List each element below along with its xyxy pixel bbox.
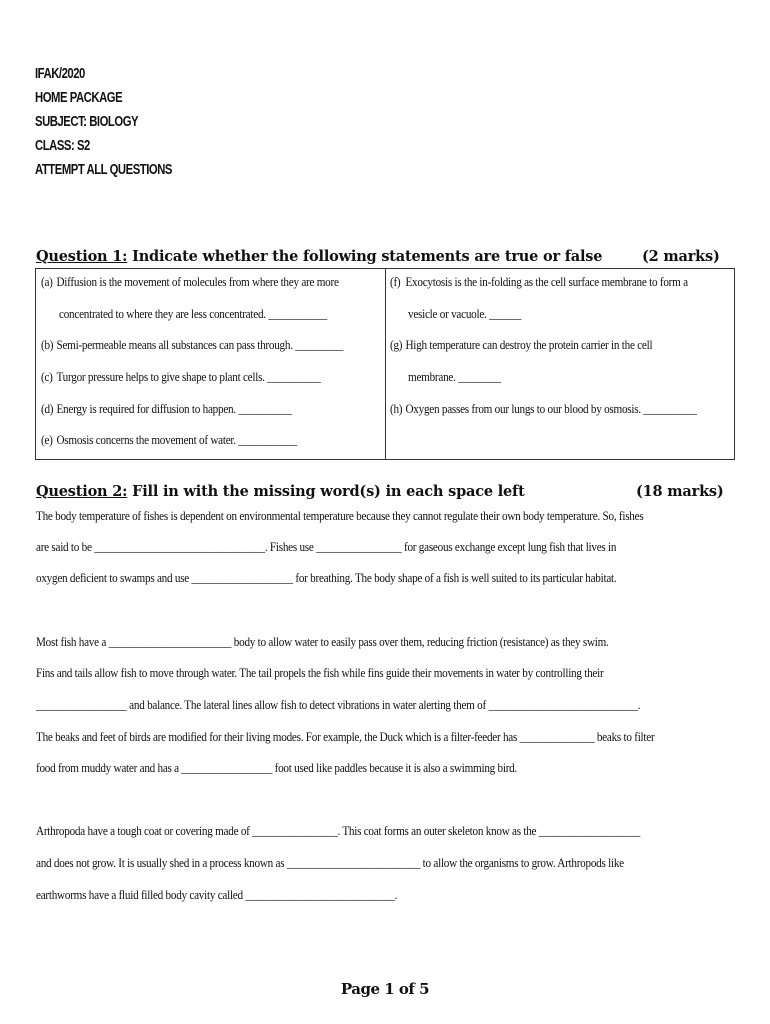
statement-label: (g): [390, 337, 403, 352]
question-1-instruction: Indicate whether the following statements are true or false: [127, 248, 603, 265]
statement-label: (h): [390, 401, 403, 416]
statement-label: (d): [41, 401, 54, 416]
statement-text: Semi-permeable means all substances can pass through. _________: [56, 337, 344, 352]
fill-in-line: earthworms have a fluid filled body cavity called ____________________________.: [36, 887, 398, 902]
statement-text: Energy is required for diffusion to happen. __________: [56, 401, 292, 416]
statement-g-continued: membrane. ________: [408, 369, 501, 384]
statement-f: [390, 274, 688, 290]
statement-text: Turgor pressure helps to give shape to plant cells. __________: [56, 369, 321, 384]
header-line-class: CLASS: S2: [35, 138, 90, 154]
fill-in-line: and does not grow. It is usually shed in a process known as _________________________ to allow the organisms to grow. Arthropods like: [36, 855, 624, 870]
question-2-instruction: Fill in with the missing word(s) in each space left: [127, 483, 525, 500]
statement-g: [390, 337, 652, 353]
statement-e: [41, 432, 297, 448]
question-2-heading: [36, 483, 724, 500]
statement-text: Diffusion is the movement of molecules from where they are more: [56, 274, 339, 289]
fill-in-line: _________________ and balance. The lateral lines allow fish to detect vibrations in water alerting them of ____________________________.: [36, 697, 641, 712]
question-2-number: Question 2:: [36, 483, 128, 500]
statement-a: [41, 274, 339, 290]
statement-label: (e): [41, 432, 53, 447]
statement-d: [41, 401, 292, 417]
header-line-instruction: ATTEMPT ALL QUESTIONS: [35, 162, 172, 178]
question-2-marks: (18 marks): [636, 483, 724, 500]
fill-in-line: The body temperature of fishes is dependent on environmental temperature because they cannot regulate their own body temperature. So, fishes: [36, 508, 644, 523]
fill-in-line: oxygen deficient to swamps and use ___________________ for breathing. The body shape of a fish is well suited to its particular habitat.: [36, 570, 617, 585]
header-line-package: HOME PACKAGE: [35, 90, 123, 106]
question-1-marks: (2 marks): [642, 248, 720, 265]
statement-f-continued: vesicle or vacuole. ______: [408, 306, 522, 321]
question-1-number: Question 1:: [36, 248, 128, 265]
statement-label: (f): [390, 274, 401, 289]
true-false-right-column: [386, 269, 734, 459]
question-1-heading: [36, 248, 720, 265]
document-header: [35, 62, 172, 182]
fill-in-line: The beaks and feet of birds are modified for their living modes. For example, the Duck which is a filter-feeder has ______________ beaks to filter: [36, 729, 655, 744]
true-false-left-column: [36, 269, 386, 459]
fill-in-line: food from muddy water and has a _________________ foot used like paddles because it is also a swimming bird.: [36, 760, 518, 775]
statement-h: [390, 401, 697, 417]
statement-label: (a): [41, 274, 53, 289]
fill-in-line: Fins and tails allow fish to move through water. The tail propels the fish while fins guide their movements in water by controlling their: [36, 665, 604, 680]
true-false-table: [35, 268, 735, 460]
statement-text: Exocytosis is the in-folding as the cell surface membrane to form a: [405, 274, 688, 289]
fill-in-line: Arthropoda have a tough coat or covering made of ________________. This coat forms an outer skeleton know as the ___________________: [36, 823, 641, 838]
page-number: Page 1 of 5: [340, 980, 430, 998]
statement-b: [41, 337, 343, 353]
header-line-code: IFAK/2020: [35, 66, 85, 82]
statement-c: [41, 369, 321, 385]
statement-text: Osmosis concerns the movement of water. ___________: [56, 432, 298, 447]
statement-text: Oxygen passes from our lungs to our blood by osmosis. __________: [405, 401, 697, 416]
statement-text: High temperature can destroy the protein carrier in the cell: [405, 337, 653, 352]
header-line-subject: SUBJECT: BIOLOGY: [35, 114, 139, 130]
fill-in-line: are said to be ________________________________. Fishes use ________________ for gaseous exchange except lung fish that lives in: [36, 539, 617, 554]
statement-label: (c): [41, 369, 53, 384]
statement-label: (b): [41, 337, 54, 352]
statement-a-continued: concentrated to where they are less concentrated. ___________: [59, 306, 328, 321]
fill-in-line: Most fish have a _______________________ body to allow water to easily pass over them, reducing friction (resistance) as they swim.: [36, 634, 609, 649]
